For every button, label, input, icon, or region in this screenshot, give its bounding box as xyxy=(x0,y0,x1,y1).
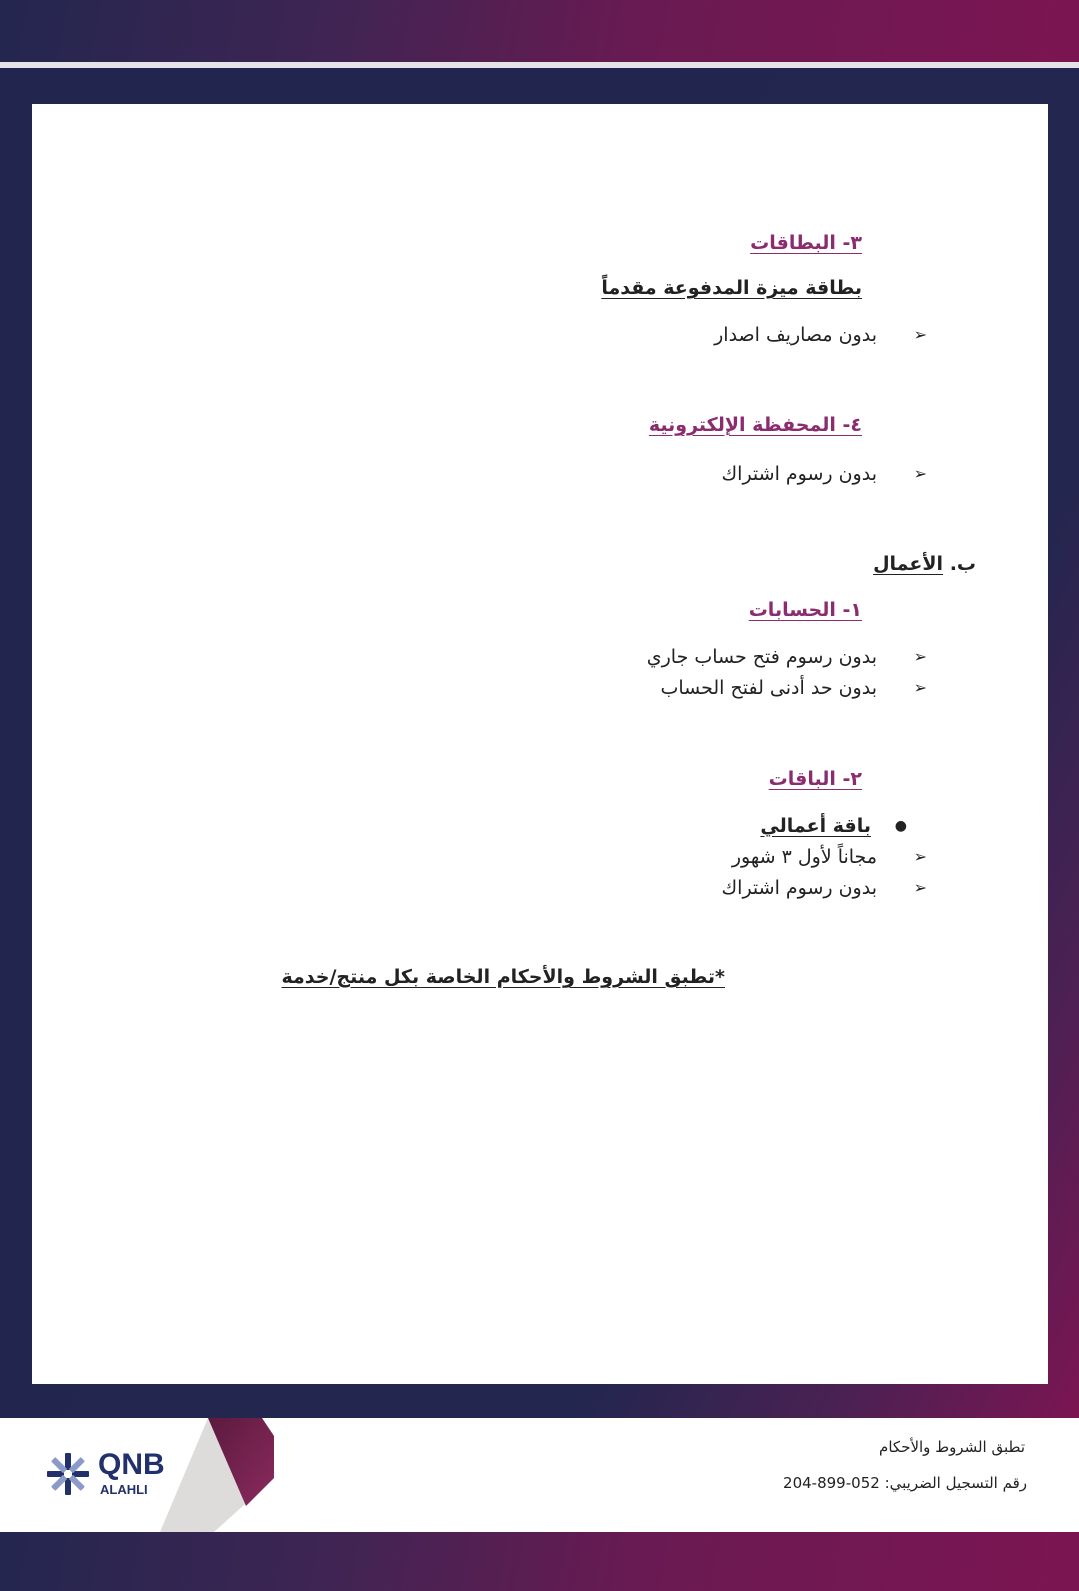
packages-heading: ٢- الباقات xyxy=(768,768,862,790)
terms-note: *تطبق الشروط والأحكام الخاصة بكل منتج/خدمة xyxy=(281,966,725,988)
top-banner xyxy=(0,0,1079,62)
footer-tax-id: رقم التسجيل الضريبي: 052-899-204 xyxy=(783,1474,1027,1492)
list-item-text: بدون رسوم اشتراك xyxy=(721,877,877,899)
business-title: الأعمال xyxy=(873,553,944,575)
cards-heading: ٣- البطاقات xyxy=(750,232,862,254)
arrow-bullet-icon: ➢ xyxy=(913,325,927,344)
package-name: باقة أعمالي xyxy=(760,815,871,837)
arrow-bullet-icon: ➢ xyxy=(913,678,927,697)
footer xyxy=(0,1418,1079,1532)
qnb-logo-icon xyxy=(44,1450,92,1498)
list-item xyxy=(0,842,1079,872)
accounts-heading: ١- الحسابات xyxy=(748,599,862,621)
document-page xyxy=(32,104,1048,1384)
business-heading xyxy=(873,551,976,577)
list-item-text: بدون مصاريف اصدار xyxy=(714,324,877,346)
bottom-banner xyxy=(0,1532,1079,1591)
list-item xyxy=(0,673,1079,703)
list-item xyxy=(0,459,1079,489)
wallet-heading: ٤- المحفظة الإلكترونية xyxy=(648,414,862,436)
arrow-bullet-icon: ➢ xyxy=(913,647,927,666)
logo-subtext: ALAHLI xyxy=(100,1482,148,1497)
list-item xyxy=(0,642,1079,672)
arrow-bullet-icon: ➢ xyxy=(913,878,927,897)
list-item-text: بدون رسوم اشتراك xyxy=(721,463,877,485)
list-item-text: بدون رسوم فتح حساب جاري xyxy=(646,646,877,668)
business-prefix: ب. xyxy=(949,553,976,575)
list-item-text: مجاناً لأول ٣ شهور xyxy=(731,846,877,868)
footer-terms: تطبق الشروط والأحكام xyxy=(879,1438,1025,1456)
list-item xyxy=(0,873,1079,903)
dot-bullet-icon: ● xyxy=(894,818,907,834)
cards-product-title: بطاقة ميزة المدفوعة مقدماً xyxy=(601,277,862,299)
list-item xyxy=(0,320,1079,350)
arrow-bullet-icon: ➢ xyxy=(913,464,927,483)
logo-text: QNB xyxy=(98,1448,165,1481)
list-item xyxy=(0,811,1079,841)
list-item-text: بدون حد أدنى لفتح الحساب xyxy=(660,677,877,699)
arrow-bullet-icon: ➢ xyxy=(913,847,927,866)
